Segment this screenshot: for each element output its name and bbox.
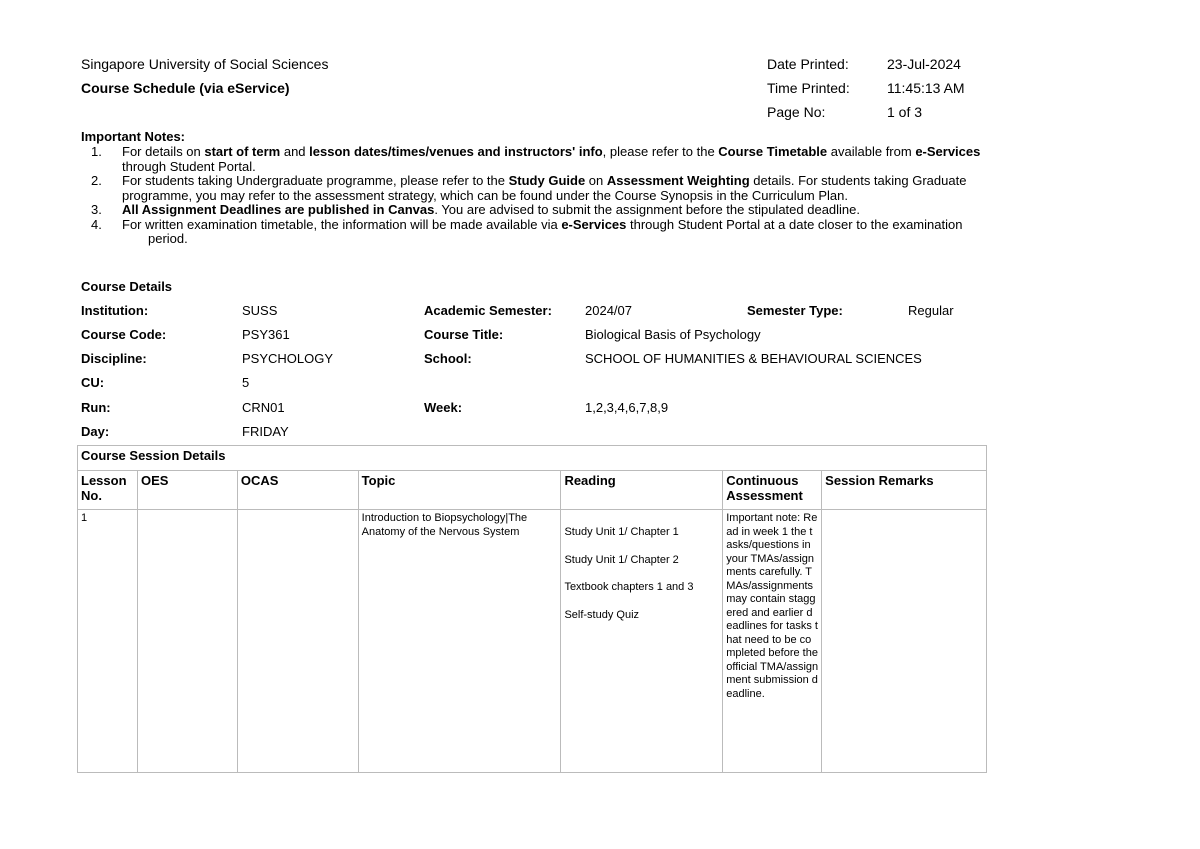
institution-label: Institution:: [81, 303, 149, 318]
reading-cell: [561, 510, 723, 773]
run-value: CRN01: [242, 400, 285, 415]
run-label: Run:: [81, 400, 111, 415]
note-bold: Study Guide: [508, 173, 586, 188]
topic-cell: Introduction to Biopsychology|The Anatomy of the Nervous System: [358, 510, 561, 773]
column-header: OCAS: [237, 471, 358, 510]
reading-item: Self-study Quiz: [564, 608, 640, 621]
note-bold: start of term: [204, 144, 281, 159]
week-label: Week:: [424, 400, 463, 415]
note-item: [81, 218, 1081, 247]
note-number: 1.: [91, 144, 102, 159]
course-title-label: Course Title:: [424, 327, 504, 342]
document-title: Course Schedule (via eService): [81, 80, 290, 96]
column-header: Continuous Assessment: [723, 471, 822, 510]
column-header: Session Remarks: [822, 471, 987, 510]
page-label: Page No:: [767, 104, 826, 120]
university-name: Singapore University of Social Sciences: [81, 56, 329, 72]
note-item: [81, 174, 1081, 203]
semester-label: Academic Semester:: [424, 303, 552, 318]
note-item: [81, 145, 1081, 174]
remarks-cell: [822, 510, 987, 773]
note-bold: lesson dates/times/venues and instructors' info: [309, 144, 603, 159]
session-table-title: Course Session Details: [78, 446, 987, 471]
column-header: Topic: [358, 471, 561, 510]
note-text: , please refer to the: [602, 144, 719, 159]
cu-label: CU:: [81, 375, 105, 390]
reading-item: Study Unit 1/ Chapter 2: [564, 553, 679, 566]
page-number: [767, 104, 922, 120]
session-table: [77, 445, 987, 773]
note-text: through Student Portal at a date closer to the examination: [626, 216, 963, 232]
session-table-header-row: [78, 471, 987, 510]
school-value: SCHOOL OF HUMANITIES & BEHAVIOURAL SCIENCES: [585, 351, 922, 366]
column-header: OES: [137, 471, 237, 510]
time-value: 11:45:13 AM: [887, 80, 965, 96]
date-label: Date Printed:: [767, 56, 849, 72]
reading-item: Study Unit 1/ Chapter 1: [564, 526, 679, 538]
oes-cell: [137, 510, 237, 773]
note-bold: Course Timetable: [718, 144, 828, 159]
week-value: 1,2,3,4,6,7,8,9: [585, 400, 669, 415]
note-text: period.: [148, 231, 188, 246]
note-text: through Student Portal.: [122, 158, 256, 174]
note-text: details. For students taking Graduate: [749, 173, 967, 188]
course-title-value: Biological Basis of Psychology: [585, 327, 761, 342]
lesson-number-cell: 1: [78, 510, 138, 773]
course-details-title: Course Details: [81, 279, 173, 294]
note-text: For written examination timetable, the information will be made available via: [122, 216, 562, 232]
semester-type-value: Regular: [908, 303, 954, 318]
note-text: programme, you may refer to the assessment strategy, which can be found under the Course Synopsis in the Curriculum Plan.: [122, 187, 848, 203]
note-bold: All Assignment Deadlines are published in Canvas: [122, 202, 435, 217]
cu-value: 5: [242, 375, 250, 390]
ocas-cell: [237, 510, 358, 773]
discipline-label: Discipline:: [81, 351, 147, 366]
column-header: Lesson No.: [78, 471, 138, 510]
discipline-value: PSYCHOLOGY: [242, 351, 334, 366]
notes-list: [81, 145, 1081, 247]
assessment-cell: Important note: Read in week 1 the tasks/questions in your TMAs/assignments carefully. TMAs/assignments may contain staggered and earlier deadlines for tasks that need to be completed before the official TMA/assignment submission deadline.: [723, 510, 822, 773]
note-text: on: [585, 173, 607, 188]
note-bold: e-Services: [561, 216, 627, 232]
day-label: Day:: [81, 424, 110, 439]
note-text: For details on: [122, 144, 205, 159]
course-code-value: PSY361: [242, 327, 290, 342]
reading-item: Textbook chapters 1 and 3: [564, 581, 694, 593]
note-text: and: [280, 144, 310, 159]
date-printed: [767, 56, 961, 72]
notes-title: Important Notes:: [81, 129, 185, 144]
time-printed: [767, 80, 965, 96]
note-number: 2.: [91, 173, 102, 188]
session-table-caption-row: [78, 446, 987, 471]
note-number: 3.: [91, 202, 102, 217]
note-bold: Assessment Weighting: [606, 173, 750, 188]
note-text: For students taking Undergraduate programme, please refer to the: [122, 173, 509, 188]
note-text: . You are advised to submit the assignment before the stipulated deadline.: [434, 202, 861, 217]
table-row: [78, 510, 987, 773]
note-text: available from: [827, 144, 916, 159]
course-code-label: Course Code:: [81, 327, 167, 342]
column-header: Reading: [561, 471, 723, 510]
day-value: FRIDAY: [242, 424, 289, 439]
date-value: 23-Jul-2024: [887, 56, 961, 72]
semester-type-label: Semester Type:: [747, 303, 843, 318]
page-value: 1 of 3: [887, 104, 923, 120]
note-item: [81, 203, 1081, 218]
note-number: 4.: [91, 216, 102, 232]
note-bold: e-Services: [915, 144, 981, 159]
institution-value: SUSS: [242, 303, 278, 318]
school-label: School:: [424, 351, 472, 366]
semester-value: 2024/07: [585, 303, 632, 318]
time-label: Time Printed:: [767, 80, 850, 96]
